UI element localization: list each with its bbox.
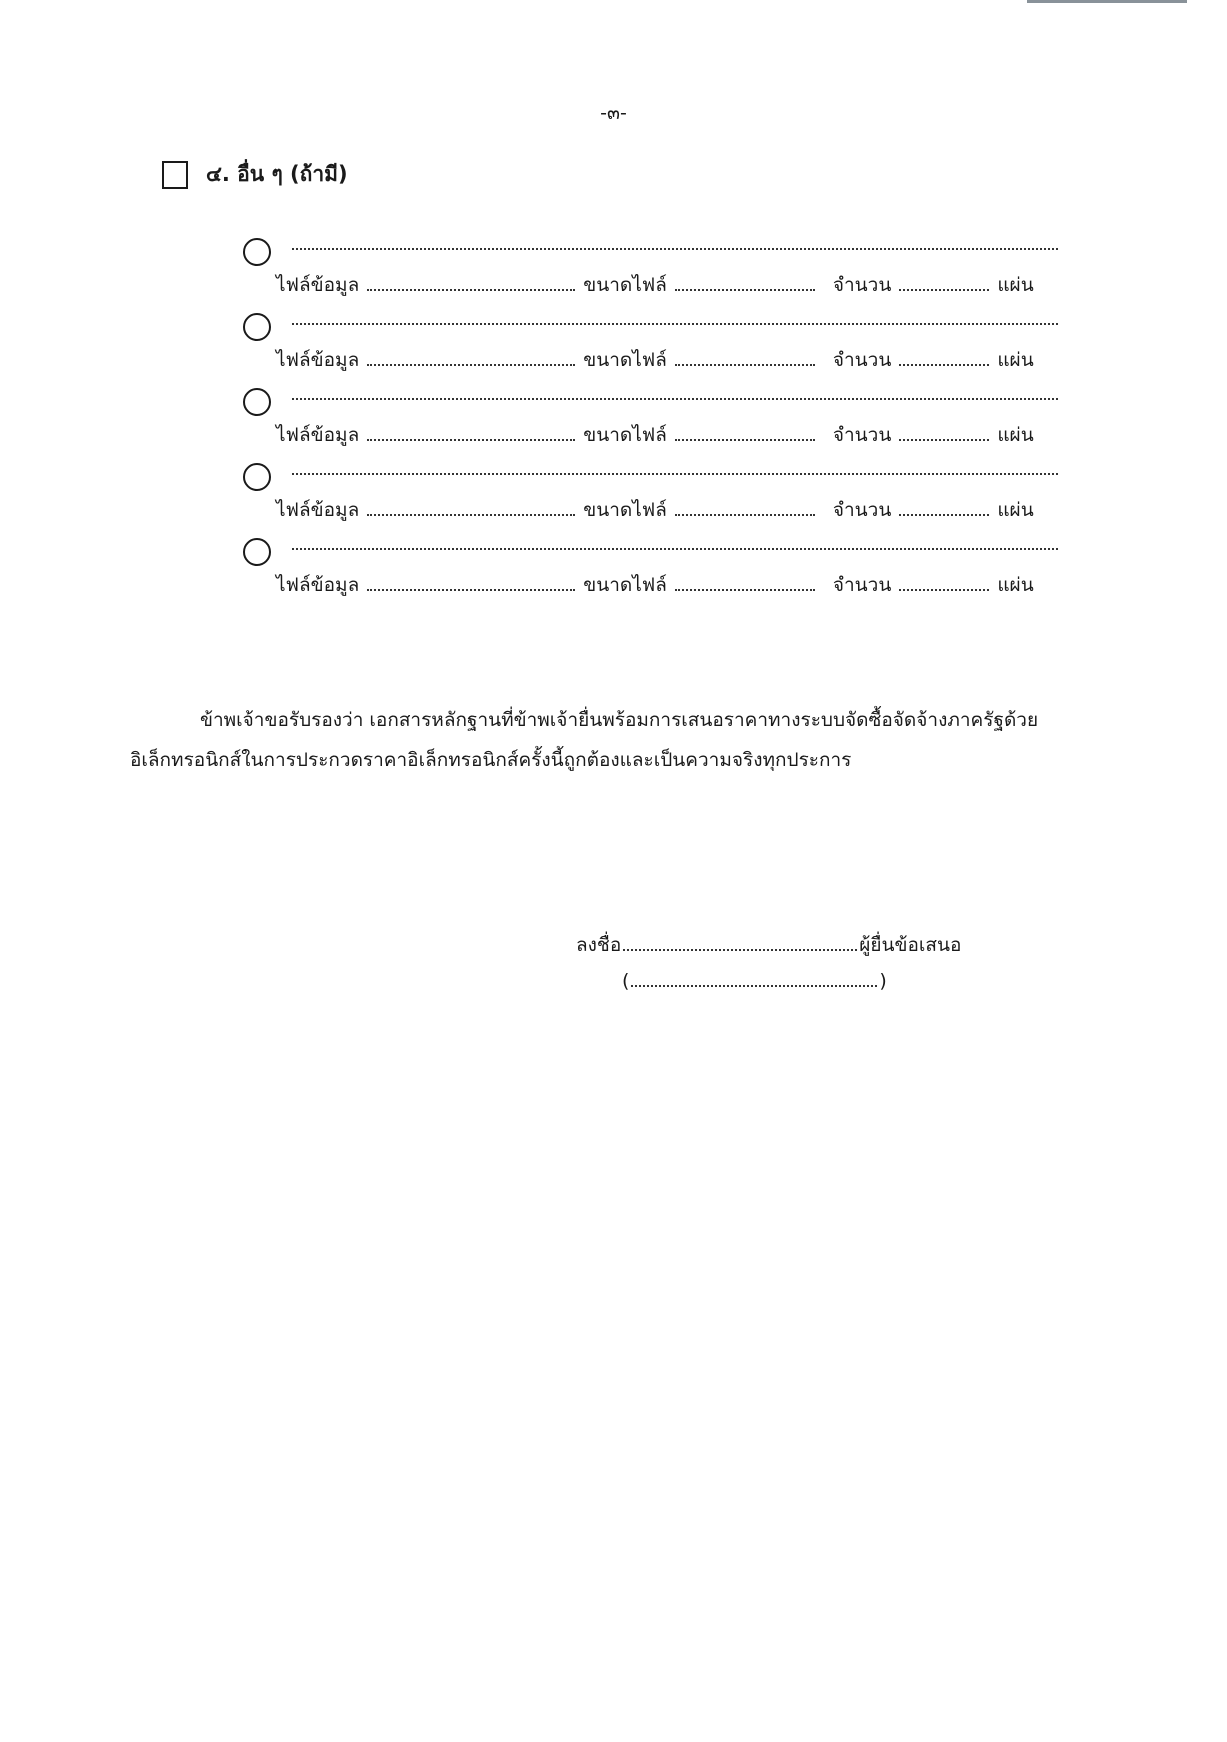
- section-header: [162, 158, 348, 191]
- page-number: -๓-: [600, 102, 627, 124]
- entry-radio[interactable]: [243, 463, 271, 491]
- file-entry: [240, 540, 1060, 615]
- printed-name-field[interactable]: [631, 984, 877, 987]
- entry-radio[interactable]: [243, 238, 271, 266]
- file-size-label: ขนาดไฟล์: [583, 424, 667, 446]
- count-field[interactable]: [899, 363, 989, 366]
- printed-name-row: [622, 970, 961, 1010]
- file-data-field[interactable]: [367, 588, 575, 591]
- count-label: จำนวน: [832, 499, 892, 521]
- file-data-field[interactable]: [367, 288, 575, 291]
- file-size-label: ขนาดไฟล์: [583, 499, 667, 521]
- description-line[interactable]: [292, 398, 1058, 400]
- file-data-label: ไฟล์ข้อมูล: [276, 424, 360, 446]
- entry-radio[interactable]: [243, 313, 271, 341]
- file-size-field[interactable]: [675, 438, 815, 441]
- close-paren: ): [879, 970, 887, 992]
- file-size-label: ขนาดไฟล์: [583, 574, 667, 596]
- file-data-field[interactable]: [367, 438, 575, 441]
- sheets-label: แผ่น: [997, 574, 1034, 596]
- sheets-label: แผ่น: [997, 424, 1034, 446]
- file-data-field[interactable]: [367, 513, 575, 516]
- entry-meta-row: [276, 495, 1062, 525]
- count-label: จำนวน: [832, 274, 892, 296]
- certification-line-1: [130, 700, 1110, 740]
- entry-meta-row: [276, 345, 1062, 375]
- bidder-label: ผู้ยื่นข้อเสนอ: [859, 934, 962, 956]
- file-entry: [240, 390, 1060, 465]
- file-data-label: ไฟล์ข้อมูล: [276, 349, 360, 371]
- file-entry: [240, 240, 1060, 315]
- count-label: จำนวน: [832, 424, 892, 446]
- file-data-field[interactable]: [367, 363, 575, 366]
- count-field[interactable]: [899, 513, 989, 516]
- file-data-label: ไฟล์ข้อมูล: [276, 574, 360, 596]
- file-size-label: ขนาดไฟล์: [583, 349, 667, 371]
- section-title: ๔. อื่น ๆ (ถ้ามี): [206, 162, 348, 186]
- sheets-label: แผ่น: [997, 349, 1034, 371]
- sheets-label: แผ่น: [997, 499, 1034, 521]
- open-paren: (: [622, 970, 630, 992]
- count-field[interactable]: [899, 438, 989, 441]
- file-size-field[interactable]: [675, 588, 815, 591]
- certification-text-2: อิเล็กทรอนิกส์ในการประกวดราคาอิเล็กทรอนิกส์ครั้งนี้ถูกต้องและเป็นความจริงทุกประการ: [130, 749, 852, 771]
- file-entry: [240, 465, 1060, 540]
- count-label: จำนวน: [832, 574, 892, 596]
- entry-meta-row: [276, 270, 1062, 300]
- count-field[interactable]: [899, 588, 989, 591]
- sheets-label: แผ่น: [997, 274, 1034, 296]
- certification-line-2: [130, 740, 1110, 780]
- signature-block: [576, 930, 961, 1010]
- entry-radio[interactable]: [243, 538, 271, 566]
- entry-meta-row: [276, 570, 1062, 600]
- signature-field[interactable]: [623, 948, 857, 951]
- file-size-field[interactable]: [675, 363, 815, 366]
- file-data-label: ไฟล์ข้อมูล: [276, 499, 360, 521]
- entry-radio[interactable]: [243, 388, 271, 416]
- description-line[interactable]: [292, 248, 1058, 250]
- scan-edge-mark: [1027, 0, 1187, 3]
- file-entry-list: [240, 240, 1060, 615]
- description-line[interactable]: [292, 473, 1058, 475]
- count-field[interactable]: [899, 288, 989, 291]
- file-size-field[interactable]: [675, 288, 815, 291]
- entry-meta-row: [276, 420, 1062, 450]
- section-checkbox[interactable]: [162, 161, 188, 189]
- signature-row: [576, 930, 961, 970]
- count-label: จำนวน: [832, 349, 892, 371]
- file-entry: [240, 315, 1060, 390]
- file-size-field[interactable]: [675, 513, 815, 516]
- description-line[interactable]: [292, 323, 1058, 325]
- description-line[interactable]: [292, 548, 1058, 550]
- sign-label: ลงชื่อ: [576, 934, 622, 956]
- certification-text-1: ข้าพเจ้าขอรับรองว่า เอกสารหลักฐานที่ข้าพเจ้ายื่นพร้อมการเสนอราคาทางระบบจัดซื้อจัดจ้างภาครัฐด้วย: [200, 709, 1039, 731]
- file-size-label: ขนาดไฟล์: [583, 274, 667, 296]
- file-data-label: ไฟล์ข้อมูล: [276, 274, 360, 296]
